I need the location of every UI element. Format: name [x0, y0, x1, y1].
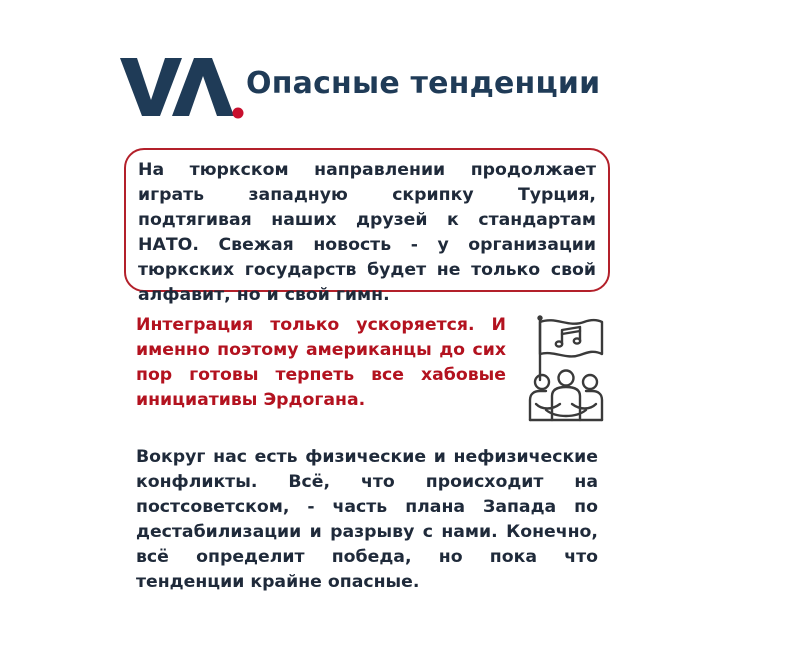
people-flag-music-icon: [522, 314, 610, 424]
conclusion-text: Вокруг нас есть физические и нефизические конфликты. Всё, что происходит на постсоветском, - часть плана Запада по дестабилизации и разрыву с нами. Конечно, всё определит победа, но пока что тенденции крайне опасные.: [136, 447, 598, 592]
va-logo-icon: [120, 56, 244, 122]
highlight-text: Интеграция только ускоряется. И именно поэтому американцы до сих пор готовы терпеть все хабовые инициативы Эрдогана.: [136, 315, 506, 410]
callout-box: [124, 148, 610, 305]
page-title: Опасные тенденции: [246, 66, 601, 101]
callout-text: На тюркском направлении продолжает играть западную скрипку Турция, подтягивая наших друзей к стандартам НАТО. Свежая новость - у организации тюркских государств будет не только свой алфавит, но и свой гимн.: [138, 160, 596, 305]
